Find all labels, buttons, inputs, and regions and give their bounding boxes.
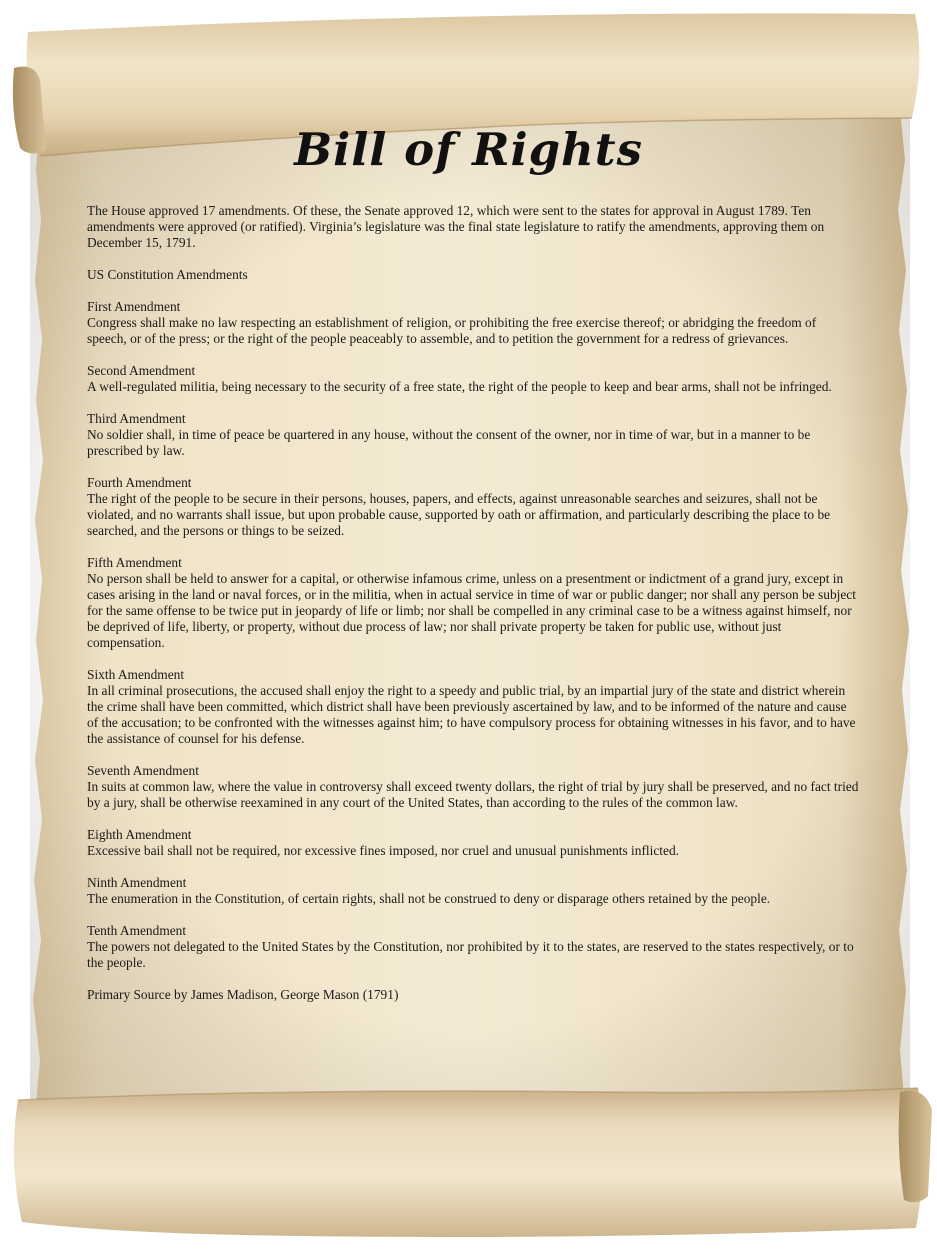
amendment-heading: Tenth Amendment	[87, 923, 187, 938]
amendment-fifth	[87, 555, 859, 651]
amendment-heading: Sixth Amendment	[87, 667, 185, 682]
amendment-third	[87, 411, 859, 459]
amendment-sixth	[87, 667, 859, 747]
amendment-text: No person shall be held to answer for a capital, or otherwise infamous crime, unless on a presentment or indictment of a grand jury, except in cases arising in the land or naval forces, or in the militia, when in actual service in time of war or public danger; nor shall any person be subject for the same offense to be twice put in jeopardy of life or limb; nor shall be compelled in any criminal case to be a witness against himself, nor be deprived of life, liberty, or property, without due process of law; nor shall private property be taken for public use, without just compensation.	[87, 571, 856, 650]
amendment-text: In all criminal prosecutions, the accused shall enjoy the right to a speedy and public trial, by an impartial jury of the state and district wherein the crime shall have been committed, which district shall have been previously ascertained by law, and to be informed of the nature and cause of the accusation; to be confronted with the witnesses against him; to have compulsory process for obtaining witnesses in his favor, and to have the assistance of counsel for his defense.	[87, 683, 856, 746]
amendment-fourth	[87, 475, 859, 539]
section-heading: US Constitution Amendments	[87, 267, 248, 282]
amendment-first	[87, 299, 859, 347]
amendment-heading: Ninth Amendment	[87, 875, 187, 890]
amendment-text: The powers not delegated to the United States by the Constitution, nor prohibited by it to the states, are reserved to the states respectively, or to the people.	[87, 939, 854, 970]
amendment-ninth	[87, 875, 859, 907]
amendment-text: In suits at common law, where the value in controversy shall exceed twenty dollars, the right of trial by jury shall be preserved, and no fact tried by a jury, shall be otherwise reexamined in any court of the United States, than according to the rules of the common law.	[87, 779, 859, 810]
amendment-tenth	[87, 923, 859, 971]
amendment-text: The right of the people to be secure in their persons, houses, papers, and effects, against unreasonable searches and seizures, shall not be violated, and no warrants shall issue, but upon probable cause, supported by oath or affirmation, and particularly describing the place to be searched, and the persons or things to be seized.	[87, 491, 831, 538]
bottom-roll	[14, 1088, 924, 1237]
amendment-text: The enumeration in the Constitution, of certain rights, shall not be construed to deny or disparage others retained by the people.	[87, 891, 771, 906]
amendment-heading: First Amendment	[87, 299, 181, 314]
amendment-text: A well-regulated militia, being necessary to the security of a free state, the right of the people to keep and bear arms, shall not be infringed.	[87, 379, 832, 394]
amendment-heading: Fourth Amendment	[87, 475, 192, 490]
amendment-seventh	[87, 763, 859, 811]
bottom-roll-end	[899, 1091, 932, 1202]
amendment-second	[87, 363, 859, 395]
amendment-heading: Second Amendment	[87, 363, 196, 378]
amendment-heading: Third Amendment	[87, 411, 186, 426]
amendment-text: Excessive bail shall not be required, nor excessive fines imposed, nor cruel and unusual punishments inflicted.	[87, 843, 680, 858]
amendment-text: Congress shall make no law respecting an establishment of religion, or prohibiting the free exercise thereof; or abridging the freedom of speech, or of the press; or the right of the people peaceably to assemble, and to petition the government for a redress of grievances.	[87, 315, 817, 346]
source-attribution: Primary Source by James Madison, George Mason (1791)	[87, 987, 399, 1002]
amendment-eighth	[87, 827, 859, 859]
document-title: Bill of Rights	[294, 123, 643, 176]
amendment-heading: Eighth Amendment	[87, 827, 192, 842]
amendment-text: No soldier shall, in time of peace be quartered in any house, without the consent of the owner, nor in time of war, but in a manner to be prescribed by law.	[87, 427, 811, 458]
intro-paragraph: The House approved 17 amendments. Of these, the Senate approved 12, which were sent to the states for approval in August 1789. Ten amendments were approved (or ratified). Virginia’s legislature was the final state legislature to ratify the amendments, approving them on December 15, 1791.	[87, 203, 825, 250]
document-body	[87, 203, 859, 1019]
amendment-heading: Seventh Amendment	[87, 763, 199, 778]
amendment-heading: Fifth Amendment	[87, 555, 182, 570]
